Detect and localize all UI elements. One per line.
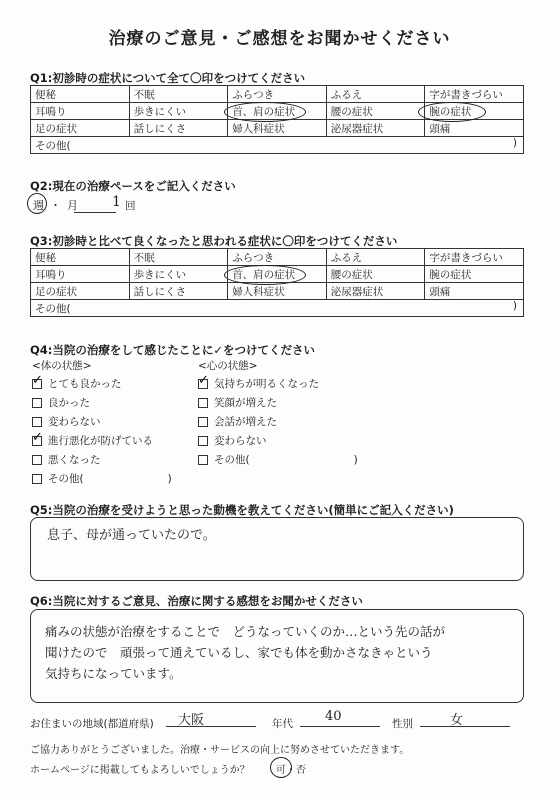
checkbox-icon[interactable] [32,417,42,427]
q1-circle-neck-shoulder [224,102,306,122]
q5-label: Q5:当院の治療を受けようと思った動機を教えてください(簡単にご記入ください) [30,503,454,517]
q4-body-list [32,374,172,488]
q3-cell[interactable]: 首、肩の症状 [228,266,327,283]
q1-cell[interactable]: 腕の症状 [425,103,524,120]
consent-circle-yes [270,757,292,778]
q3-other-label: その他( [35,302,71,315]
q3-label: Q3:初診時と比べて良くなったと思われる症状に〇印をつけてください [30,234,398,248]
q4-body-item[interactable] [32,393,172,412]
q4-body-item-label: 変わらない [48,416,101,428]
q4-body-item-label: 悪くなった [48,454,101,466]
q3-cell[interactable]: 泌尿器症状 [326,283,425,300]
q3-other-close: ) [512,300,517,312]
q2-underline [74,212,116,213]
q2-count[interactable]: 1 [112,194,121,210]
gender-value[interactable]: 女 [450,713,464,728]
q2-week[interactable]: 週 [33,199,44,212]
q4-mind-item[interactable] [198,450,358,469]
q1-other-row[interactable] [31,137,524,154]
q6-answer-line: 気持ちになっています。 [45,666,182,681]
q5-answer: 息子、母が通っていたので。 [47,528,216,543]
q4-mind-item[interactable] [198,393,358,412]
q1-cell[interactable]: 足の症状 [31,120,130,137]
q3-other-row[interactable] [31,300,524,317]
q4-body-other-close: ) [167,472,172,485]
q1-cell[interactable]: 頭痛 [425,120,524,137]
thanks-text: ご協力ありがとうございました。治療・サービスの向上に努めさせていただきます。 [30,745,410,756]
q3-cell[interactable]: 歩きにくい [129,266,228,283]
region-underline [166,726,256,727]
age-underline [300,726,380,727]
q4-label: Q4:当院の治療をして感じたことに✓をつけてください [30,343,316,357]
consent-text: ホームページに掲載してもよろしいでしょうか？ [30,765,250,776]
checkbox-icon[interactable] [198,398,208,408]
q1-cell[interactable]: ふるえ [326,86,425,103]
gender-underline [420,726,510,727]
q1-cell[interactable]: 歩きにくい [129,103,228,120]
q4-mind-item[interactable] [198,374,358,393]
checkbox-checked-icon[interactable] [198,379,208,389]
q4-body-item[interactable] [32,431,172,450]
q4-body-item[interactable] [32,469,172,488]
q6-label: Q6:当院に対するご意見、治療に関する感想をお聞かせください [30,594,363,608]
q4-mind-item-label: 会話が増えた [214,416,277,428]
q1-cell[interactable]: 耳鳴り [31,103,130,120]
age-value[interactable]: 40 [325,709,342,724]
q4-body-item[interactable] [32,450,172,469]
age-label: 年代 [272,718,293,730]
q1-cell[interactable]: 泌尿器症状 [326,120,425,137]
checkbox-icon[interactable] [198,455,208,465]
q6-answer-line: 痛みの状態が治療をすることで どうなっていくのか…という先の話が [45,624,446,639]
q4-mind-item-label: 変わらない [214,435,267,447]
q4-mind-item-label: 笑顔が増えた [214,397,277,409]
consent-no[interactable]: 否 [296,765,306,776]
q2-circle-week [27,193,47,214]
q4-mind-item-label: 気持ちが明るくなった [214,378,319,390]
q4-body-item[interactable] [32,374,172,393]
q6-answer-box[interactable] [30,609,524,703]
checkbox-icon[interactable] [198,436,208,446]
q2-dot: ・ [50,199,61,212]
q1-cell[interactable]: 首、肩の症状 [228,103,327,120]
q1-cell[interactable]: 婦人科症状 [228,120,327,137]
q4-mind-item[interactable] [198,431,358,450]
checkbox-icon[interactable] [32,398,42,408]
region-value[interactable]: 大阪 [178,713,205,728]
q3-cell[interactable]: 婦人科症状 [228,283,327,300]
q4-mind-other-close: ) [353,453,358,466]
q1-other-label: その他( [35,139,71,152]
q4-body-item-label: その他( [48,473,84,485]
q4-body-item-label: とても良かった [48,378,122,390]
q3-cell[interactable]: 話しにくさ [129,283,228,300]
q3-cell[interactable]: 腕の症状 [425,266,524,283]
q5-answer-box[interactable] [30,517,524,581]
checkbox-icon[interactable] [198,417,208,427]
q3-cell[interactable]: 腰の症状 [326,266,425,283]
q4-mind-list [198,374,358,469]
q2-times: 回 [125,200,136,212]
checkbox-checked-icon[interactable] [32,379,42,389]
q4-body-item[interactable] [32,412,172,431]
gender-label: 性別 [392,718,413,730]
region-label: お住まいの地域(都道府県) [30,718,154,730]
q3-circle-neck-shoulder [224,265,306,285]
q3-cell[interactable]: 字が書きづらい [425,249,524,266]
checkbox-checked-icon[interactable] [32,436,42,446]
q1-cell[interactable]: ふらつき [228,86,327,103]
q1-cell[interactable]: 便秘 [31,86,130,103]
q3-cell[interactable]: 耳鳴り [31,266,130,283]
q6-answer-line: 聞けたので 頑張って通えているし、家でも体を動かさなきゃという [45,645,433,660]
q1-cell[interactable]: 話しにくさ [129,120,228,137]
q1-label: Q1:初診時の症状について全て〇印をつけてください [30,71,306,85]
q3-cell[interactable]: 不眠 [129,249,228,266]
q4-body-item-label: 進行悪化が防げている [48,435,153,447]
page-title: 治療のご意見・ご感想をお聞かせください [108,29,451,49]
q4-mind-header: <心の状態> [198,360,258,372]
consent-separator: ・ [286,765,296,776]
q3-cell[interactable]: 便秘 [31,249,130,266]
q3-cell[interactable]: 頭痛 [425,283,524,300]
consent-yes[interactable]: 可 [276,765,286,776]
q4-mind-item-label: その他( [214,454,250,466]
q1-circle-arm [418,102,486,122]
q4-body-item-label: 良かった [48,397,90,409]
q4-mind-item[interactable] [198,412,358,431]
q1-cell[interactable]: 不眠 [129,86,228,103]
q3-cell[interactable]: ふらつき [228,249,327,266]
q2-month[interactable]: 月 [67,199,78,212]
q1-cell[interactable]: 字が書きづらい [425,86,524,103]
checkbox-icon[interactable] [32,474,42,484]
checkbox-icon[interactable] [32,455,42,465]
q3-cell[interactable]: 足の症状 [31,283,130,300]
q2-label: Q2:現在の治療ペースをご記入ください [30,179,236,193]
q4-body-header: <体の状態> [32,360,92,372]
q1-cell[interactable]: 腰の症状 [326,103,425,120]
q3-cell[interactable]: ふるえ [326,249,425,266]
q1-other-close: ) [512,137,517,149]
